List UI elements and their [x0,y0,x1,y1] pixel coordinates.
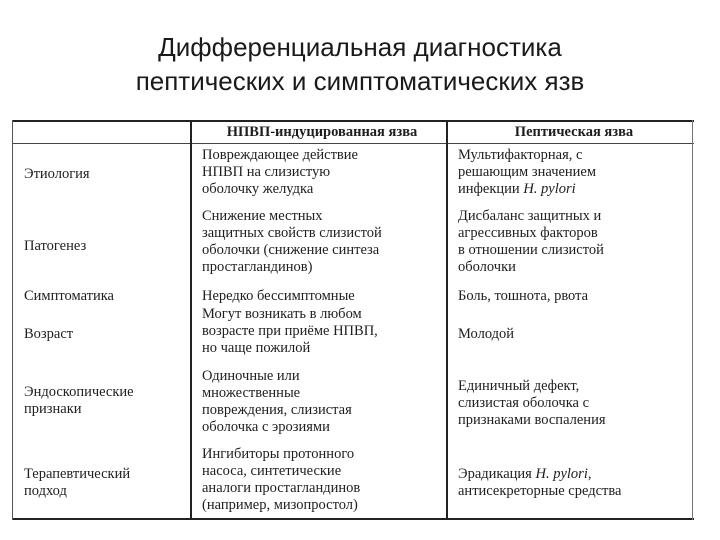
table-right-border [692,120,693,520]
cell-nsaid-pathogenesis: Снижение местных защитных свойств слизистой оболочки (снижение синтеза простагландинов) [202,208,382,275]
table-header-rule [12,143,694,144]
cell-nsaid-symptoms: Нередко бессимптомные [202,288,355,304]
header-nsaid-ulcer: НПВП-индуцированная язва [226,124,418,140]
table-bottom-rule [12,518,694,520]
cell-nsaid-endoscopy: Одиночные или множественные повреждения, слизистая оболочка с эрозиями [202,368,352,435]
row-label-age: Возраст [24,326,74,342]
column-divider-1 [190,120,192,520]
cell-nsaid-therapy: Ингибиторы протонного насоса, синтетические аналоги простагландинов (например, мизопростол) [202,446,361,513]
cell-peptic-therapy: Эрадикация H. pylori, антисекреторные средства [458,466,622,499]
cell-peptic-symptoms: Боль, тошнота, рвота [458,288,589,304]
row-label-endoscopy: Эндоскопические признаки [24,384,134,417]
table-top-rule [12,120,694,122]
cell-peptic-pathogenesis: Дисбаланс защитных и агрессивных факторов в отношении слизистой оболочки [458,208,604,275]
cell-peptic-etiology: Мультифакторная, с решающим значением инфекции H. pylori [458,147,597,197]
table-left-border [12,120,13,520]
cell-peptic-age: Молодой [458,326,515,342]
row-label-symptoms: Симптоматика [24,288,114,304]
comparison-table [12,116,694,526]
cell-nsaid-age: Могут возникать в любом возрасте при приёме НПВП, но чаще пожилой [202,306,378,356]
column-divider-2 [446,120,448,520]
header-peptic-ulcer: Пептическая язва [514,124,634,140]
title-line-2: пептических и симптоматических язв [135,66,585,96]
cell-peptic-endoscopy: Единичный дефект, слизистая оболочка с признаками воспаления [458,378,606,428]
slide-title [0,30,720,98]
title-line-1: Дифференциальная диагностика [158,32,562,62]
row-label-etiology: Этиология [24,166,90,182]
cell-nsaid-etiology: Повреждающее действие НПВП на слизистую оболочку желудка [202,147,358,197]
row-label-therapy: Терапевтический подход [24,466,131,499]
row-label-pathogenesis: Патогенез [24,238,87,254]
